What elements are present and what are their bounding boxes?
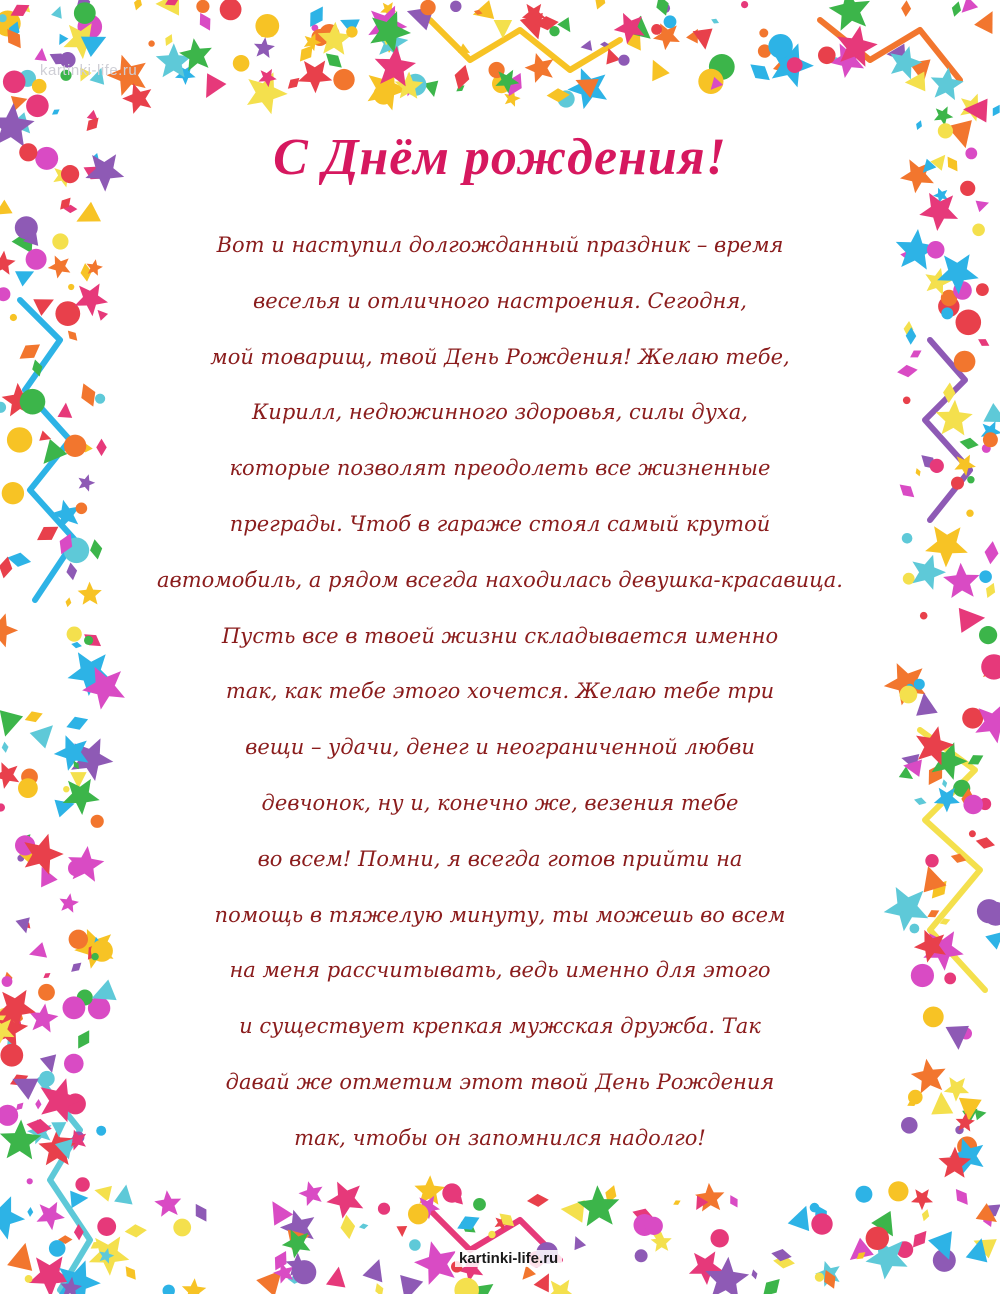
streamer xyxy=(430,20,620,70)
diamond-shape xyxy=(901,0,912,17)
diamond-shape xyxy=(758,1274,785,1294)
dot-shape xyxy=(292,1260,316,1284)
diamond-shape xyxy=(989,103,1000,119)
poem-line: Пусть все в твоей жизни складывается именно xyxy=(221,623,779,648)
poem-line: помощь в тяжелую минуту, ты можешь во всем xyxy=(214,902,786,927)
diamond-shape xyxy=(951,1185,972,1208)
triangle-shape xyxy=(362,1256,389,1283)
dot-shape xyxy=(0,1044,23,1067)
poem-line: вещи – удачи, денег и неограниченной любви xyxy=(245,735,755,760)
diamond-shape xyxy=(68,960,84,975)
dot-shape xyxy=(3,71,26,94)
star-shape xyxy=(912,555,946,590)
diamond-shape xyxy=(710,17,720,25)
star-shape xyxy=(911,1189,933,1210)
dot-shape xyxy=(333,69,354,90)
star-shape xyxy=(29,1004,58,1033)
dot-shape xyxy=(64,1054,84,1074)
triangle-shape xyxy=(534,1270,557,1293)
triangle-shape xyxy=(263,1196,293,1226)
star-shape xyxy=(60,893,79,913)
star-shape xyxy=(546,1280,576,1294)
dot-shape xyxy=(768,34,792,58)
dot-shape xyxy=(63,786,69,792)
triangle-shape xyxy=(470,0,494,24)
dot-shape xyxy=(979,626,997,644)
dot-shape xyxy=(7,427,32,452)
dot-shape xyxy=(220,0,242,20)
triangle-shape xyxy=(71,202,101,232)
dot-shape xyxy=(815,1273,824,1282)
watermark-top: kartinki-life.ru xyxy=(40,62,138,79)
star-shape xyxy=(937,254,979,294)
diamond-shape xyxy=(73,1027,95,1052)
dot-shape xyxy=(787,57,803,73)
dot-shape xyxy=(911,964,934,987)
diamond-shape xyxy=(132,0,144,12)
poem-line: Вот и наступил долгожданный праздник – время xyxy=(216,233,784,257)
dot-shape xyxy=(969,830,976,837)
triangle-shape xyxy=(30,717,61,748)
dot-shape xyxy=(902,533,913,544)
diamond-shape xyxy=(42,971,52,980)
star-shape xyxy=(52,500,80,529)
dot-shape xyxy=(914,679,925,690)
card-title: С Днём рождения! xyxy=(273,129,727,186)
diamond-shape xyxy=(285,74,303,92)
star-shape xyxy=(954,455,976,476)
dot-shape xyxy=(944,973,956,985)
dot-shape xyxy=(979,570,992,583)
diamond-shape xyxy=(983,581,999,600)
diamond-shape xyxy=(1,741,9,753)
dot-shape xyxy=(64,435,86,457)
star-shape xyxy=(48,256,71,279)
diamond-shape xyxy=(339,1214,357,1240)
dot-shape xyxy=(0,803,5,811)
diamond-shape xyxy=(358,1222,369,1230)
dot-shape xyxy=(96,1126,106,1136)
dot-shape xyxy=(966,510,973,517)
star-shape xyxy=(87,259,103,276)
dot-shape xyxy=(454,1278,479,1294)
triangle-shape xyxy=(580,40,593,53)
dot-shape xyxy=(925,854,938,867)
dot-shape xyxy=(163,1285,175,1294)
poem-line: так, как тебе этого хочется. Желаю тебе три xyxy=(225,679,775,704)
dot-shape xyxy=(473,1198,486,1211)
triangle-shape xyxy=(51,1122,66,1137)
dot-shape xyxy=(255,14,279,38)
star-shape xyxy=(829,0,870,31)
triangle-shape xyxy=(94,306,108,320)
dot-shape xyxy=(95,394,105,404)
footer-site-link[interactable]: kartinki-life.ru xyxy=(455,1250,562,1267)
poem-line: Кирилл, недюжинного здоровья, силы духа, xyxy=(252,400,748,425)
triangle-shape xyxy=(396,1226,407,1237)
star-shape xyxy=(944,1077,969,1102)
dot-shape xyxy=(967,476,974,483)
diamond-shape xyxy=(908,347,924,361)
diamond-shape xyxy=(122,1263,140,1283)
dot-shape xyxy=(635,1249,648,1262)
diamond-shape xyxy=(71,641,83,649)
dot-shape xyxy=(409,1239,421,1251)
dot-shape xyxy=(0,402,6,413)
diamond-shape xyxy=(950,0,964,18)
diamond-shape xyxy=(64,713,91,734)
dot-shape xyxy=(346,26,357,37)
triangle-shape xyxy=(70,1189,89,1208)
diamond-shape xyxy=(592,0,608,11)
poem-line: мой товарищ, твой День Рождения! Желаю тебе, xyxy=(210,344,790,369)
star-shape xyxy=(78,582,102,605)
diamond-shape xyxy=(941,779,948,789)
dot-shape xyxy=(818,47,836,65)
diamond-shape xyxy=(727,1193,742,1210)
poem-line: девчонок, ну и, конечно же, везения тебе xyxy=(261,790,739,815)
diamond-shape xyxy=(23,708,45,725)
triangle-shape xyxy=(51,4,66,19)
star-shape xyxy=(911,1059,946,1094)
diamond-shape xyxy=(959,436,980,451)
diamond-shape xyxy=(920,1208,931,1222)
triangle-shape xyxy=(326,1265,349,1288)
triangle-shape xyxy=(0,200,13,222)
diamond-shape xyxy=(976,336,991,349)
dot-shape xyxy=(173,1219,191,1237)
diamond-shape xyxy=(65,562,78,581)
dot-shape xyxy=(49,1240,66,1257)
dot-shape xyxy=(920,612,928,620)
diamond-shape xyxy=(750,1269,759,1280)
dot-shape xyxy=(0,1105,18,1126)
diamond-shape xyxy=(672,1198,682,1206)
triangle-shape xyxy=(93,1182,112,1201)
diamond-shape xyxy=(914,467,922,477)
dot-shape xyxy=(18,778,38,798)
triangle-shape xyxy=(27,942,47,962)
dot-shape xyxy=(76,503,88,515)
triangle-shape xyxy=(16,917,34,935)
dot-shape xyxy=(488,1231,495,1238)
dot-shape xyxy=(2,976,13,987)
triangle-shape xyxy=(196,73,226,103)
dot-shape xyxy=(75,1177,89,1191)
star-shape xyxy=(0,613,18,647)
star-shape xyxy=(525,53,554,83)
dot-shape xyxy=(910,924,920,934)
dot-shape xyxy=(10,314,17,321)
triangle-shape xyxy=(33,291,58,316)
dot-shape xyxy=(2,482,24,504)
dot-shape xyxy=(26,95,49,118)
triangle-shape xyxy=(393,1275,423,1294)
triangle-shape xyxy=(976,197,991,212)
star-shape xyxy=(58,1260,101,1294)
triangle-shape xyxy=(517,1265,536,1284)
dot-shape xyxy=(759,29,768,38)
dot-shape xyxy=(956,310,982,336)
dot-shape xyxy=(698,69,723,94)
dot-shape xyxy=(68,284,74,290)
dot-shape xyxy=(32,79,47,94)
triangle-shape xyxy=(559,1198,584,1223)
dot-shape xyxy=(976,283,989,296)
dot-shape xyxy=(927,241,945,259)
star-shape xyxy=(326,1182,363,1219)
triangle-shape xyxy=(114,1183,135,1204)
dot-shape xyxy=(900,686,918,704)
dot-shape xyxy=(69,930,88,949)
dot-shape xyxy=(664,15,677,28)
star-shape xyxy=(0,251,16,275)
star-shape xyxy=(943,563,979,598)
dot-shape xyxy=(972,224,985,237)
dot-shape xyxy=(27,1178,33,1184)
star-shape xyxy=(0,1196,25,1239)
star-shape xyxy=(299,1181,323,1206)
star-shape xyxy=(931,67,964,100)
star-shape xyxy=(179,38,212,71)
dot-shape xyxy=(408,1204,429,1225)
dot-shape xyxy=(378,1203,390,1215)
triangle-shape xyxy=(557,17,576,36)
dot-shape xyxy=(651,24,662,35)
dot-shape xyxy=(97,1217,116,1236)
triangle-shape xyxy=(58,402,74,418)
poem-line: давай же отметим этот твой День Рождения xyxy=(225,1069,775,1094)
triangle-shape xyxy=(930,1091,953,1114)
diamond-shape xyxy=(896,364,918,379)
triangle-shape xyxy=(7,1240,38,1271)
poem-line: на меня рассчитывать, ведь именно для этого xyxy=(229,958,771,983)
poem-line: во всем! Помни, я всегда готов прийти на xyxy=(257,846,743,871)
star-shape xyxy=(414,1241,456,1285)
dot-shape xyxy=(866,1227,889,1250)
dot-shape xyxy=(148,40,154,46)
dot-shape xyxy=(811,1213,832,1234)
triangle-shape xyxy=(570,1234,587,1251)
dot-shape xyxy=(930,459,944,473)
dot-shape xyxy=(951,477,964,490)
star-shape xyxy=(0,762,19,789)
star-shape xyxy=(884,887,929,931)
diamond-shape xyxy=(190,1201,211,1225)
poem-line: преграды. Чтоб в гараже стоял самый крутой xyxy=(229,511,771,536)
diamond-shape xyxy=(35,1099,42,1110)
poem-line: так, чтобы он запомнился надолго! xyxy=(294,1125,706,1150)
star-shape xyxy=(182,1278,206,1294)
diamond-shape xyxy=(373,1282,386,1294)
dot-shape xyxy=(38,984,55,1001)
dot-shape xyxy=(196,0,209,13)
diamond-shape xyxy=(913,796,928,807)
dot-shape xyxy=(74,2,96,24)
dot-shape xyxy=(91,815,104,828)
dot-shape xyxy=(91,953,98,960)
dot-shape xyxy=(20,389,46,415)
dot-shape xyxy=(977,899,1000,923)
diamond-shape xyxy=(527,1193,549,1207)
triangle-shape xyxy=(985,925,1000,950)
dot-shape xyxy=(39,1071,55,1087)
dot-shape xyxy=(741,1,748,8)
diamond-shape xyxy=(15,338,44,365)
dot-shape xyxy=(810,1203,820,1213)
dot-shape xyxy=(450,1,461,12)
dot-shape xyxy=(963,795,983,815)
triangle-shape xyxy=(34,47,48,61)
star-shape xyxy=(254,37,275,58)
star-shape xyxy=(79,474,96,491)
dot-shape xyxy=(0,287,10,301)
triangle-shape xyxy=(974,6,1000,34)
dot-shape xyxy=(26,249,47,270)
star-shape xyxy=(298,61,332,94)
dot-shape xyxy=(954,351,976,373)
dot-shape xyxy=(63,996,86,1019)
diamond-shape xyxy=(27,1207,33,1217)
dot-shape xyxy=(67,627,82,642)
diamond-shape xyxy=(124,1223,147,1238)
dot-shape xyxy=(903,397,911,405)
dot-shape xyxy=(983,432,998,447)
dot-shape xyxy=(855,1186,872,1203)
dot-shape xyxy=(645,1217,663,1235)
star-shape xyxy=(154,1190,181,1217)
diamond-shape xyxy=(195,10,215,34)
dot-shape xyxy=(25,1275,33,1283)
diamond-shape xyxy=(896,480,918,502)
dot-shape xyxy=(373,85,393,105)
dot-shape xyxy=(941,307,953,319)
triangle-shape xyxy=(644,56,670,82)
poem-line: которые позволят преодолеть все жизненные xyxy=(229,456,771,481)
dot-shape xyxy=(901,1117,918,1134)
poem-line: веселья и отличного настроения. Сегодня, xyxy=(253,288,747,313)
dot-shape xyxy=(52,233,68,249)
diamond-shape xyxy=(25,1117,53,1137)
dot-shape xyxy=(84,636,93,645)
poem-body xyxy=(120,218,880,1167)
poem-line: и существует крепкая мужская дружба. Так xyxy=(239,1014,761,1039)
diamond-shape xyxy=(50,107,61,117)
diamond-shape xyxy=(746,58,775,85)
star-shape xyxy=(934,106,953,125)
diamond-shape xyxy=(88,538,103,560)
diamond-shape xyxy=(96,439,106,456)
diamond-shape xyxy=(65,328,81,344)
dot-shape xyxy=(711,1229,729,1247)
dot-shape xyxy=(618,55,629,66)
dot-shape xyxy=(888,1181,908,1201)
star-shape xyxy=(37,1202,65,1230)
dot-shape xyxy=(233,55,250,72)
dot-shape xyxy=(420,0,435,15)
diamond-shape xyxy=(983,540,999,565)
dot-shape xyxy=(923,1007,944,1028)
star-shape xyxy=(63,779,100,815)
triangle-shape xyxy=(0,710,23,740)
poem-line: автомобиль, а рядом всегда находилась девушка-красавица. xyxy=(157,567,843,592)
diamond-shape xyxy=(65,597,73,608)
dot-shape xyxy=(442,1183,461,1202)
diamond-shape xyxy=(974,835,996,851)
